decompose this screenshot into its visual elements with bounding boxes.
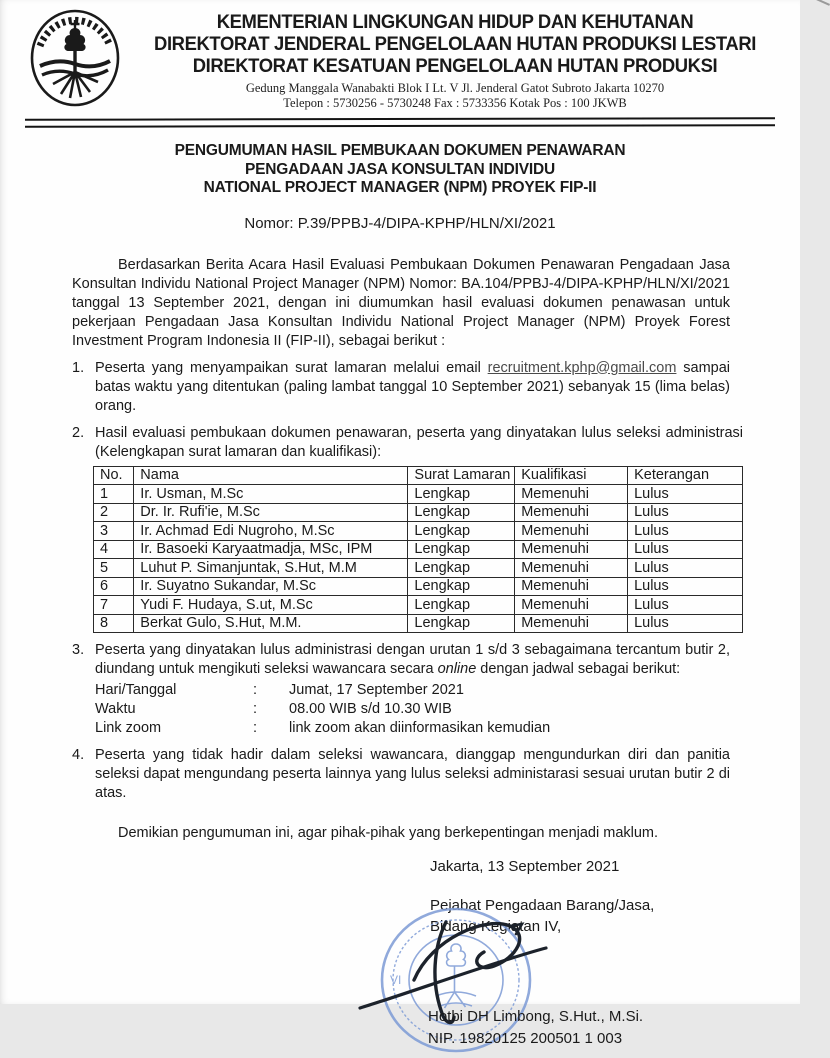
table-row [94,614,743,633]
cell-qualification: Memenuhi [515,485,628,504]
table-row [94,503,743,522]
letterhead [0,0,800,110]
table-row [94,577,743,596]
table-row [94,559,743,578]
schedule-label: Waktu [95,701,136,717]
numbered-item-2 [72,424,743,634]
cell-remark: Lulus [628,577,743,596]
item3-italic-word: online [437,661,477,677]
cell-letter: Lengkap [408,577,515,596]
org-name-line2: DIREKTORAT JENDERAL PENGELOLAAN HUTAN PRODUKSI LESTARI [154,34,756,55]
cell-qualification: Memenuhi [515,522,628,541]
item-number: 4. [72,747,85,763]
title-line3: NATIONAL PROJECT MANAGER (NPM) PROYEK FIP-II [203,179,597,196]
cell-no: 1 [94,485,134,504]
cell-no: 4 [94,540,134,559]
cell-remark: Lulus [628,614,743,633]
cell-letter: Lengkap [408,559,515,578]
item-text [95,359,730,416]
schedule-label: Link zoom [95,720,162,736]
column-header-nama: Nama [134,466,408,485]
table-row [94,596,743,615]
schedule-colon: : [253,720,258,736]
item3-text-after: dengan jadwal sebagai berikut: [476,661,681,677]
cell-qualification: Memenuhi [515,503,628,522]
signatory-name: Hotbi DH Limbong, S.Hut., M.Si. [428,1007,644,1025]
cell-letter: Lengkap [408,540,515,559]
numbered-item-3 [72,641,730,738]
schedule-colon: : [253,682,258,698]
cell-name: Dr. Ir. Rufi'ie, M.Sc [134,503,408,522]
cell-qualification: Memenuhi [515,614,628,633]
cell-no: 6 [94,577,134,596]
cell-letter: Lengkap [408,596,515,615]
cell-letter: Lengkap [408,503,515,522]
item3-text-before: Peserta yang dinyatakan lulus administrasi dengan urutan 1 s/d 3 sebagaimana tercantum butir 2, diundang untuk mengikuti seleksi wawancara secara [95,642,730,677]
cell-remark: Lulus [628,540,743,559]
table-row [94,540,743,559]
column-header-surat-lamaran: Surat Lamaran [408,466,515,485]
cell-remark: Lulus [628,503,743,522]
interview-schedule [95,681,730,738]
signatory-role-line2: Bidang Kegiatan IV, [430,917,562,935]
cell-qualification: Memenuhi [515,577,628,596]
letter-body [72,256,743,844]
recruitment-email-link: recruitment.kphp@gmail.com [487,359,677,376]
schedule-row-zoom-link [95,719,730,738]
item-text [95,641,730,738]
stamp-text-vi: VI [390,972,402,987]
org-name-line3: DIREKTORAT KESATUAN PENGELOLAAN HUTAN PRODUKSI [192,56,718,77]
item-number: 1. [72,359,85,376]
cell-name: Luhut P. Simanjuntak, S.Hut, M.M [134,559,408,578]
cell-remark: Lulus [628,559,743,578]
item-number: 3. [72,642,85,658]
cell-remark: Lulus [628,522,743,541]
signature-block [390,857,800,1058]
cell-no: 2 [94,503,134,522]
schedule-row-time [95,700,730,719]
place-and-date: Jakarta, 13 September 2021 [430,857,620,875]
cell-no: 5 [94,559,134,578]
opening-paragraph: Berdasarkan Berita Acara Hasil Evaluasi Pembukaan Dokumen Penawaran Pengadaan Jasa Konsultan Individu National Project Manager (NPM) Nomor: BA.104/PPBJ-4/DIPA-KPHP/HLN/XI/2021 tanggal 13 September 2021, dengan ini diumumkan hasil evaluasi dokumen penawasan untuk pekerjaan Pengadaan Jasa Konsultan Individu National Project Manager (NPM) Proyek Forest Investment Program Indonesia II (FIP-II), sebagai berikut : [72,256,730,349]
schedule-label: Hari/Tanggal [95,682,177,698]
item-text [95,424,743,634]
cell-no: 7 [94,596,134,615]
cell-name: Ir. Basoeki Karyaatmadja, MSc, IPM [134,540,408,559]
table-row [94,522,743,541]
cell-remark: Lulus [628,596,743,615]
schedule-colon: : [253,701,258,717]
signatory-role-line1: Pejabat Pengadaan Barang/Jasa, [430,896,655,914]
numbered-item-1 [72,359,730,416]
ministry-logo-icon [28,8,122,108]
cell-name: Berkat Gulo, S.Hut, M.M. [134,614,408,633]
item1-text-after: sampai batas waktu yang ditentukan (paling lambat tanggal 10 September 2021) sebanyak 15 (lima belas) orang. [95,359,730,414]
schedule-value: Jumat, 17 September 2021 [289,682,464,698]
org-name-line1: KEMENTERIAN LINGKUNGAN HIDUP DAN KEHUTANAN [216,12,694,33]
cell-name: Ir. Achmad Edi Nugroho, M.Sc [134,522,408,541]
document-number: Nomor: P.39/PPBJ-4/DIPA-KPHP/HLN/XI/2021 [244,214,556,232]
column-header-no: No. [94,466,134,485]
title-line1: PENGUMUMAN HASIL PEMBUKAAN DOKUMEN PENAWARAN [174,142,626,159]
cell-letter: Lengkap [408,614,515,633]
letterhead-divider [25,117,775,128]
cell-qualification: Memenuhi [515,596,628,615]
numbered-item-4 [72,746,730,803]
contact-line: Telepon : 5730256 - 5730248 Fax : 5733356 Kotak Pos : 100 JKWB [283,95,627,110]
title-line2: PENGADAAN JASA KONSULTAN INDIVIDU [244,160,555,178]
cell-name: Yudi F. Hudaya, S.ut, M.Sc [134,596,408,615]
schedule-row-date [95,681,730,700]
column-header-kualifikasi: Kualifikasi [515,466,628,485]
signatory-nip: NIP. 19820125 200501 1 003 [428,1029,623,1047]
address-line: Gedung Manggala Wanabakti Blok I Lt. V Jl. Jenderal Gatot Subroto Jakarta 10270 [245,81,665,95]
document-title [0,142,800,198]
cell-remark: Lulus [628,485,743,504]
cell-letter: Lengkap [408,485,515,504]
schedule-value: 08.00 WIB s/d 10.30 WIB [289,701,452,717]
item2-text: Hasil evaluasi pembukaan dokumen penawaran, peserta yang dinyatakan lulus seleksi administrasi (Kelengkapan surat lamaran dan kualifikasi): [95,424,743,460]
cell-no: 3 [94,522,134,541]
cell-qualification: Memenuhi [515,540,628,559]
item-number: 2. [72,424,85,441]
table-header-row [94,466,743,485]
closing-paragraph: Demikian pengumuman ini, agar pihak-pihak yang berkepentingan menjadi maklum. [118,825,659,841]
cell-name: Ir. Suyatno Sukandar, M.Sc [134,577,408,596]
evaluation-results-table [93,466,743,634]
cell-no: 8 [94,614,134,633]
cell-letter: Lengkap [408,522,515,541]
cell-name: Ir. Usman, M.Sc [134,485,408,504]
schedule-value: link zoom akan diinformasikan kemudian [289,720,551,736]
cell-qualification: Memenuhi [515,559,628,578]
column-header-keterangan: Keterangan [628,466,743,485]
table-row [94,485,743,504]
item-text: Peserta yang tidak hadir dalam seleksi wawancara, dianggap mengundurkan diri dan panitia seleksi dapat mengundang peserta lainnya yang lulus seleksi administarasi sesuai urutan butir 2 di atas. [95,747,730,801]
item1-text-before: Peserta yang menyampaikan surat lamaran melalui email [95,359,488,376]
